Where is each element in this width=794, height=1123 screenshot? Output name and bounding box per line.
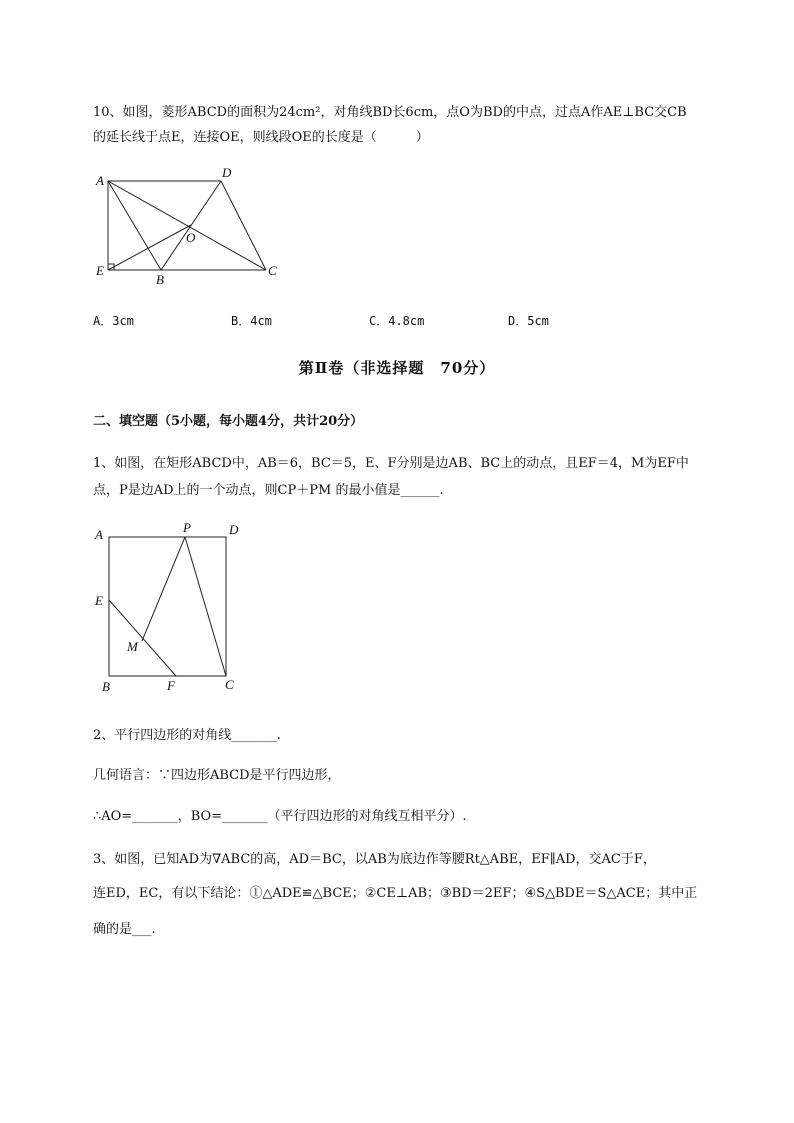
q10-label-d: D bbox=[222, 165, 232, 180]
q10-text-line2: 的延长线于点E，连接OE，则线段OE的长度是（ ） bbox=[93, 130, 429, 145]
q10-segment-oe bbox=[108, 225, 191, 270]
q1-label-m: M bbox=[127, 639, 138, 654]
q1-text-line2: 点，P是边AD上的一个动点，则CP＋PM 的最小值是______. bbox=[93, 483, 444, 498]
q1-label-d: D bbox=[229, 522, 239, 537]
q1-segment-pc bbox=[185, 537, 226, 676]
q10-label-b: B bbox=[156, 272, 164, 287]
q3-text-line2: 连ED，EC，有以下结论：①△ADE≌△BCE；②CE⊥AB；③BD＝2EF；④S△BDE＝S△ACE；其中正 bbox=[93, 886, 698, 901]
q1-rectangle-figure bbox=[90, 518, 250, 696]
q2-text-line1: 2、平行四边形的对角线_______. bbox=[93, 728, 281, 743]
q1-segment-pm bbox=[142, 537, 185, 641]
q1-label-e: E bbox=[95, 593, 103, 608]
q1-text-line1: 1、如图，在矩形ABCD中，AB＝6，BC＝5，E、F分别是边AB、BC上的动点，且EF＝4，M为EF中 bbox=[93, 456, 689, 471]
q10-option-d: D．5cm bbox=[508, 314, 549, 328]
q10-option-c: C．4.8cm bbox=[369, 314, 425, 328]
q10-side-ab bbox=[108, 181, 161, 270]
q10-rhombus-figure bbox=[90, 165, 290, 290]
q10-label-a: A bbox=[96, 173, 104, 188]
section-title: 第Ⅱ卷（非选择题 70分） bbox=[298, 359, 496, 377]
q2-text-line2: 几何语言：∵四边形ABCD是平行四边形， bbox=[93, 768, 341, 783]
q10-side-dc bbox=[221, 181, 266, 270]
q10-text-line1: 10、如图，菱形ABCD的面积为24cm²，对角线BD长6cm，点O为BD的中点，过点A作AE⊥BC交CB bbox=[93, 105, 687, 120]
section-subtitle: 二、填空题（5小题，每小题4分，共计20分） bbox=[93, 414, 364, 429]
q10-label-o: O bbox=[186, 230, 196, 245]
q1-label-f: F bbox=[167, 678, 175, 693]
q1-label-p: P bbox=[183, 520, 191, 535]
q1-label-b: B bbox=[102, 679, 110, 694]
q1-segment-ef bbox=[109, 600, 176, 676]
q1-rectangle-abcd bbox=[109, 537, 226, 676]
q1-label-c: C bbox=[225, 677, 234, 692]
q10-option-b: B．4cm bbox=[231, 314, 272, 328]
q10-option-a: A．3cm bbox=[93, 314, 134, 328]
q2-text-line3: ∴AO=_______，BO=_______（平行四边形的对角线互相平分）. bbox=[93, 809, 467, 824]
q3-text-line1: 3、如图，已知AD为∇ABC的高，AD＝BC，以AB为底边作等腰Rt△ABE，EF∥AD，交AC于F， bbox=[93, 852, 656, 867]
q3-text-line3: 确的是___. bbox=[93, 922, 156, 937]
q1-label-a: A bbox=[95, 527, 103, 542]
q10-label-c: C bbox=[268, 263, 277, 278]
q10-label-e: E bbox=[96, 263, 104, 278]
